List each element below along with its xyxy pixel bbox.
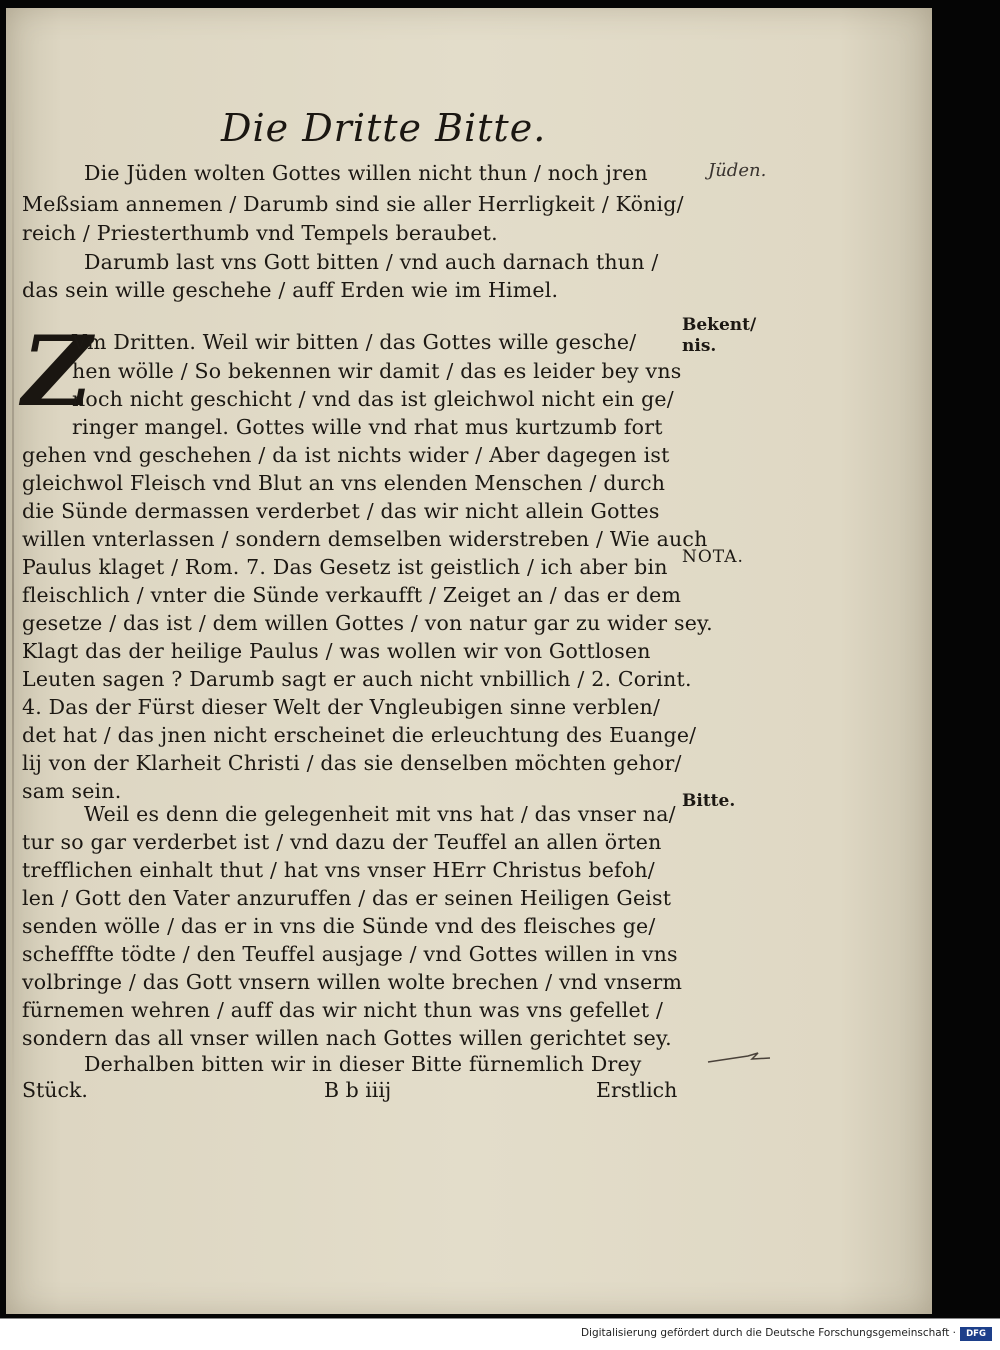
text-line: Weil es denn die gelegenheit mit vns hat / das vnser na/ [84, 802, 676, 826]
text-line: schefffte tödte / den Teuffel ausjage / vnd Gottes willen in vns [22, 942, 678, 966]
margin-note-nota: NOTA. [682, 547, 744, 567]
text-line: die Sünde dermassen verderbet / das wir nicht allein Gottes [22, 499, 660, 523]
text-line: ringer mangel. Gottes wille vnd rhat mus kurtzumb fort [72, 415, 663, 439]
text-line: det hat / das jnen nicht erscheinet die erleuchtung des Euange/ [22, 723, 697, 747]
credit-text: Digitalisierung gefördert durch die Deutsche Forschungsgemeinschaft · [580, 1327, 956, 1339]
dfg-logo: DFG [960, 1327, 992, 1341]
text-line: sam sein. [22, 779, 122, 803]
text-line: Meßsiam annemen / Darumb sind sie aller Herrligkeit / König/ [22, 192, 684, 216]
text-line: lij von der Klarheit Christi / das sie denselben möchten gehor/ [22, 751, 682, 775]
catchword-left: Stück. [22, 1078, 88, 1102]
text-line: 4. Das der Fürst dieser Welt der Vngleubigen sinne verblen/ [22, 695, 661, 719]
text-line: gleichwol Fleisch vnd Blut an vns elenden Menschen / durch [22, 471, 666, 495]
margin-note-bitte: Bitte. [682, 791, 736, 811]
text-line: volbringe / das Gott vnsern willen wolte brechen / vnd vnserm [22, 970, 683, 994]
text-line: Leuten sagen ? Darumb sagt er auch nicht vnbillich / 2. Corint. [22, 667, 692, 691]
text-line: fürnemen wehren / auff das wir nicht thun was vns gefellet / [22, 998, 664, 1022]
text-line: das sein wille geschehe / auff Erden wie im Himel. [22, 278, 559, 302]
page-title: Die Dritte Bitte. [221, 106, 547, 150]
catchword-right: Erstlich [596, 1078, 678, 1102]
text-line: gesetze / das ist / dem willen Gottes / von natur gar zu wider sey. [22, 611, 713, 635]
text-line: Derhalben bitten wir in dieser Bitte fürnemlich Drey [84, 1052, 642, 1076]
margin-note-bekentnis-cont: nis. [682, 336, 717, 356]
text-line: fleischlich / vnter die Sünde verkaufft / Zeiget an / das er dem [22, 583, 682, 607]
text-line: Die Jüden wolten Gottes willen nicht thun / noch jren [84, 161, 648, 185]
margin-note-bekentnis: Bekent/ [682, 315, 757, 335]
text-line: trefflichen einhalt thut / hat vns vnser HErr Christus befoh/ [22, 858, 655, 882]
text-line: Darumb last vns Gott bitten / vnd auch darnach thun / [84, 250, 659, 274]
text-line: gehen vnd geschehen / da ist nichts wider / Aber dagegen ist [22, 443, 670, 467]
drop-cap: Z [22, 315, 93, 428]
text-line: senden wölle / das er in vns die Sünde vnd des fleisches ge/ [22, 914, 656, 938]
credit-bar [0, 1318, 1000, 1350]
margin-pen-stroke [706, 1050, 772, 1068]
text-line: Paulus klaget / Rom. 7. Das Gesetz ist geistlich / ich aber bin [22, 555, 668, 579]
text-line: Klagt das der heilige Paulus / was wollen wir von Gottlosen [22, 639, 651, 663]
text-line: noch nicht geschicht / vnd das ist gleichwol nicht ein ge/ [72, 387, 674, 411]
text-line: tur so gar verderbet ist / vnd dazu der Teuffel an allen örten [22, 830, 662, 854]
book-page [6, 8, 932, 1314]
text-line: Vm Dritten. Weil wir bitten / das Gottes wille gesche/ [72, 330, 637, 354]
text-line: willen vnterlassen / sondern demselben widerstreben / Wie auch [22, 527, 708, 551]
text-line: sondern das all vnser willen nach Gottes willen gerichtet sey. [22, 1026, 672, 1050]
binding-shadow [12, 98, 14, 1098]
margin-handwritten-note: Jüden. [708, 160, 767, 181]
text-line: hen wölle / So bekennen wir damit / das es leider bey vns [72, 359, 682, 383]
text-line: len / Gott den Vater anzuruffen / das er seinen Heiligen Geist [22, 886, 672, 910]
text-line: reich / Priesterthumb vnd Tempels beraubet. [22, 221, 498, 245]
signature-mark: B b iiij [324, 1078, 392, 1102]
